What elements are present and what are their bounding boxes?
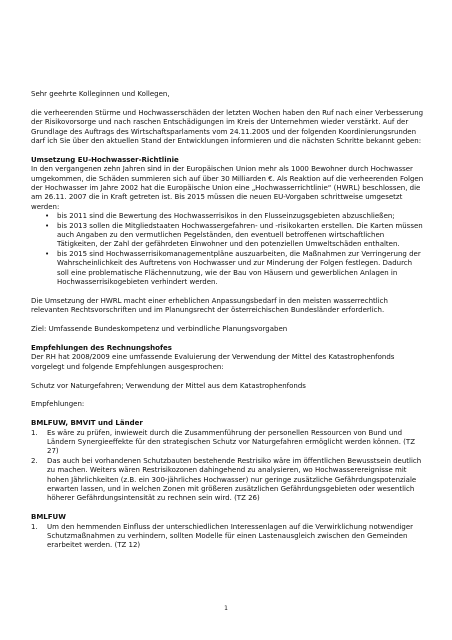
- list-item: • bis 2015 sind Hochwasserrisikomanagementpläne auszuarbeiten, die Maßnahmen zur Verringerung der Wahrscheinlichkeit des Auftretens von Hochwasser und zur Minderung der Folgen festlegen. Dadurch soll eine problematische Flächennutzung, wie der Bau von Häusern und gewerblichen Anlagen in Hochwasserrisikogebieten verhindert werden.: [31, 250, 426, 288]
- greeting: Sehr geehrte Kolleginnen und Kollegen,: [31, 90, 170, 98]
- hwrl-bullet-list: [31, 212, 426, 287]
- section-heading-bmlfuw-bmvit: BMLFUW, BMVIT und Länder: [31, 419, 143, 428]
- item-text: Um den hemmenden Einfluss der unterschiedlichen Interessenlagen auf die Verwirklichung notwendiger Schutzmaßnahmen zu verhindern, sollten Modelle für einen Lastenausgleich zwischen den Gemeinden erarbeitet werden. (TZ 12): [47, 522, 414, 550]
- list-item: • bis 2013 sollen die Mitgliedstaaten Hochwassergefahren- und -risikokarten erstellen. Die Karten müssen auch Angaben zu den vermutlichen Pegelständen, den eventuell betroffenen wirtschaftlichen Tätigkeiten, der Zahl der gefährdeten Einwohner und den potenziellen Umweltschäden enthalten.: [31, 222, 426, 250]
- item-number: 2.: [31, 456, 38, 465]
- list-item: • bis 2011 sind die Bewertung des Hochwasserrisikos in den Flusseinzugsgebieten abzuschließen;: [31, 212, 426, 221]
- letter-body: [31, 90, 426, 551]
- subject-line: Schutz vor Naturgefahren; Verwendung der Mittel aus dem Katastrophenfonds: [31, 381, 306, 390]
- section-heading-bmlfuw: BMLFUW: [31, 513, 66, 522]
- list-item: [31, 523, 426, 551]
- list-item: [31, 457, 426, 504]
- hwrl-paragraph: In den vergangenen zehn Jahren sind in der Europäischen Union mehr als 1000 Bewohner durch Hochwasser umgekommen, die Schäden summieren sich auf über 30 Milliarden €. Als Reaktion auf die verheerenden Folgen der Hochwasser im Jahre 2002 hat die Europäische Union eine „Hochwasserrichtlinie“ (HWRL) beschlossen, die am 26.11. 2007 die in Kraft getreten ist. Bis 2015 müssen die neuen EU-Vorgaben schrittweise umgesetzt werden:: [31, 165, 424, 211]
- section-heading-hwrl: Umsetzung EU-Hochwasser-Richtlinie: [31, 155, 179, 164]
- section-heading-rechnungshof: Empfehlungen des Rechnungshofes: [31, 343, 172, 352]
- list-item: [31, 429, 426, 457]
- item-text: Es wäre zu prüfen, inwieweit durch die Zusammenführung der personellen Ressourcen von Bund und Ländern Synergieeffekte für den strategischen Schutz vor Naturgefahren ermöglicht werden können. (TZ 27): [47, 428, 415, 456]
- item-text: Das auch bei vorhandenen Schutzbauten bestehende Restrisiko wäre im öffentlichen Bewusstsein deutlich zu machen. Weiters wären Restrisikozonen dahingehend zu analysieren, wo Hochwasserereignisse mit hohen Jährlichkeiten (z.B. ein 300-jährliches Hochwasser) nur geringe zusätzliche Gefährdungspotenziale erwarten lassen, und in welchen Zonen mit größeren zusätzlichen Gefährdungsgebieten oder wesentlich höherer Gefährdungsintensität zu rechnen sein wird. (TZ 26): [47, 456, 422, 503]
- intro-paragraph: die verheerenden Stürme und Hochwasserschäden der letzten Wochen haben den Ruf nach einer Verbesserung der Risikovorsorge und nach raschen Entschädigungen im Kreis der Unternehmen wieder verstärkt. Auf der Grundlage des Auftrags des Wirtschaftsparlaments vom 24.11.2005 und der folgenden Koordinierungsrunden darf ich Sie über den aktuellen Stand der Entwicklungen informieren und die nächsten Schritte bekannt geben:: [31, 108, 424, 146]
- rechnungshof-paragraph: Der RH hat 2008/2009 eine umfassende Evaluierung der Verwendung der Mittel des Katastrophenfonds vorgelegt und folgende Empfehlungen ausgesprochen:: [31, 353, 395, 371]
- recommendations-label: Empfehlungen:: [31, 400, 85, 409]
- recommendation-list-1: [31, 429, 426, 504]
- item-number: 1.: [31, 522, 38, 531]
- goal-statement: Ziel: Umfassende Bundeskompetenz und verbindliche Planungsvorgaben: [31, 325, 288, 334]
- item-number: 1.: [31, 428, 38, 437]
- recommendation-list-2: [31, 523, 426, 551]
- hwrl-conclusion: Die Umsetzung der HWRL macht einer erheblichen Anpassungsbedarf in den meisten wasserrechtlich relevanten Rechtsvorschriften und im Planungsrecht der österreichischen Bundesländer erforderlich.: [31, 296, 388, 315]
- page-number: 1: [224, 605, 228, 612]
